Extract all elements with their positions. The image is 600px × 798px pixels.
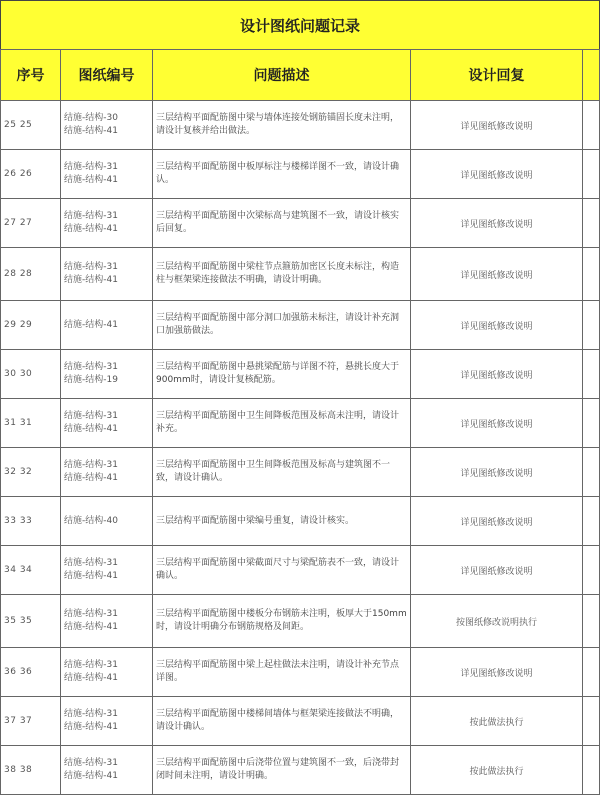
header-reply: 设计回复 (411, 50, 583, 101)
drawing-code: 结施-结构-31 (64, 211, 118, 221)
drawing-code: 结施-结构-31 (64, 362, 118, 372)
row-gutter (583, 746, 600, 795)
row-description: 三层结构平面配筋图中部分洞口加强筋未标注，请设计补充洞口加强筋做法。 (153, 301, 411, 350)
row-index: 31 31 (1, 399, 61, 448)
drawing-code: 结施-结构-41 (64, 126, 118, 136)
table-row (1, 595, 600, 648)
row-gutter (583, 301, 600, 350)
header-drawing-no: 图纸编号 (61, 50, 153, 101)
table-body (1, 101, 600, 795)
row-gutter (583, 248, 600, 301)
drawing-code: 结施-结构-41 (64, 175, 118, 185)
row-drawing-no (61, 101, 153, 150)
row-index: 36 36 (1, 648, 61, 697)
table-row (1, 546, 600, 595)
row-description: 三层结构平面配筋图中悬挑梁配筋与详图不符，悬挑长度大于900mm时，请设计复核配筋。 (153, 350, 411, 399)
drawing-code: 结施-结构-31 (64, 609, 118, 619)
row-index: 29 29 (1, 301, 61, 350)
row-description: 三层结构平面配筋图中卫生间降板范围及标高未注明，请设计补充。 (153, 399, 411, 448)
row-reply: 详见图纸修改说明 (411, 546, 583, 595)
row-gutter (583, 697, 600, 746)
row-drawing-no (61, 497, 153, 546)
row-description: 三层结构平面配筋图中卫生间降板范围及标高与建筑图不一致，请设计确认。 (153, 448, 411, 497)
drawing-code: 结施-结构-41 (64, 275, 118, 285)
row-description: 三层结构平面配筋图中后浇带位置与建筑图不一致，后浇带封闭时间未注明，请设计明确。 (153, 746, 411, 795)
row-drawing-no (61, 399, 153, 448)
row-drawing-no (61, 697, 153, 746)
header-index: 序号 (1, 50, 61, 101)
header-description: 问题描述 (153, 50, 411, 101)
row-description: 三层结构平面配筋图中楼板分布钢筋未注明，板厚大于150mm时，请设计明确分布钢筋规格及间距。 (153, 595, 411, 648)
row-drawing-no (61, 199, 153, 248)
row-index: 27 27 (1, 199, 61, 248)
table-row (1, 350, 600, 399)
row-drawing-no (61, 546, 153, 595)
drawing-code: 结施-结构-41 (64, 319, 118, 330)
row-reply: 详见图纸修改说明 (411, 248, 583, 301)
row-reply: 按此做法执行 (411, 697, 583, 746)
row-reply: 按此做法执行 (411, 746, 583, 795)
row-reply: 详见图纸修改说明 (411, 648, 583, 697)
drawing-code: 结施-结构-31 (64, 758, 118, 768)
row-index: 37 37 (1, 697, 61, 746)
row-gutter (583, 150, 600, 199)
drawing-code: 结施-结构-31 (64, 709, 118, 719)
header-gutter (583, 50, 600, 101)
row-drawing-no (61, 150, 153, 199)
drawing-code: 结施-结构-41 (64, 473, 118, 483)
drawing-code: 结施-结构-31 (64, 558, 118, 568)
row-description: 三层结构平面配筋图中梁截面尺寸与梁配筋表不一致，请设计确认。 (153, 546, 411, 595)
row-gutter (583, 399, 600, 448)
row-gutter (583, 546, 600, 595)
header-row (1, 50, 600, 101)
row-index: 32 32 (1, 448, 61, 497)
row-description: 三层结构平面配筋图中梁与墙体连接处钢筋锚固长度未注明，请设计复核并给出做法。 (153, 101, 411, 150)
issue-table (0, 49, 600, 795)
row-gutter (583, 448, 600, 497)
drawing-code: 结施-结构-41 (64, 673, 118, 683)
drawing-code: 结施-结构-41 (64, 224, 118, 234)
row-description: 三层结构平面配筋图中梁上起柱做法未注明，请设计补充节点详图。 (153, 648, 411, 697)
row-description: 三层结构平面配筋图中板厚标注与楼梯详图不一致，请设计确认。 (153, 150, 411, 199)
row-reply: 详见图纸修改说明 (411, 399, 583, 448)
table-row (1, 448, 600, 497)
row-description: 三层结构平面配筋图中梁编号重复，请设计核实。 (153, 497, 411, 546)
row-drawing-no (61, 448, 153, 497)
row-description: 三层结构平面配筋图中梁柱节点箍筋加密区长度未标注，构造柱与框架梁连接做法不明确，请设计明确。 (153, 248, 411, 301)
table-row (1, 399, 600, 448)
row-drawing-no (61, 595, 153, 648)
row-gutter (583, 648, 600, 697)
row-gutter (583, 595, 600, 648)
row-index: 28 28 (1, 248, 61, 301)
row-index: 34 34 (1, 546, 61, 595)
row-gutter (583, 350, 600, 399)
drawing-code: 结施-结构-31 (64, 660, 118, 670)
drawing-code: 结施-结构-31 (64, 262, 118, 272)
drawing-code: 结施-结构-41 (64, 622, 118, 632)
table-row (1, 301, 600, 350)
row-index: 33 33 (1, 497, 61, 546)
table-row (1, 150, 600, 199)
row-drawing-no (61, 648, 153, 697)
row-drawing-no (61, 350, 153, 399)
drawing-code: 结施-结构-30 (64, 113, 118, 123)
row-drawing-no (61, 301, 153, 350)
drawing-code: 结施-结构-41 (64, 424, 118, 434)
drawing-code: 结施-结构-31 (64, 411, 118, 421)
row-drawing-no (61, 248, 153, 301)
drawing-code: 结施-结构-19 (64, 375, 118, 385)
row-description: 三层结构平面配筋图中楼梯间墙体与框架梁连接做法不明确，请设计确认。 (153, 697, 411, 746)
table-row (1, 648, 600, 697)
drawing-code: 结施-结构-31 (64, 162, 118, 172)
row-gutter (583, 497, 600, 546)
row-reply: 详见图纸修改说明 (411, 350, 583, 399)
table-row (1, 248, 600, 301)
drawing-code: 结施-结构-41 (64, 571, 118, 581)
row-reply: 详见图纸修改说明 (411, 448, 583, 497)
drawing-code: 结施-结构-31 (64, 460, 118, 470)
row-reply: 详见图纸修改说明 (411, 101, 583, 150)
table-row (1, 746, 600, 795)
row-index: 38 38 (1, 746, 61, 795)
table-row (1, 199, 600, 248)
page-title: 设计图纸问题记录 (0, 0, 600, 50)
row-description: 三层结构平面配筋图中次梁标高与建筑图不一致，请设计核实后回复。 (153, 199, 411, 248)
row-index: 30 30 (1, 350, 61, 399)
row-gutter (583, 101, 600, 150)
row-drawing-no (61, 746, 153, 795)
table-row (1, 697, 600, 746)
drawing-code: 结施-结构-41 (64, 771, 118, 781)
table-row (1, 101, 600, 150)
row-reply: 详见图纸修改说明 (411, 497, 583, 546)
table-row (1, 497, 600, 546)
row-reply: 详见图纸修改说明 (411, 199, 583, 248)
row-reply: 按图纸修改说明执行 (411, 595, 583, 648)
drawing-code: 结施-结构-40 (64, 515, 118, 526)
row-reply: 详见图纸修改说明 (411, 150, 583, 199)
row-gutter (583, 199, 600, 248)
row-index: 25 25 (1, 101, 61, 150)
row-index: 35 35 (1, 595, 61, 648)
row-reply: 详见图纸修改说明 (411, 301, 583, 350)
drawing-code: 结施-结构-41 (64, 722, 118, 732)
row-index: 26 26 (1, 150, 61, 199)
